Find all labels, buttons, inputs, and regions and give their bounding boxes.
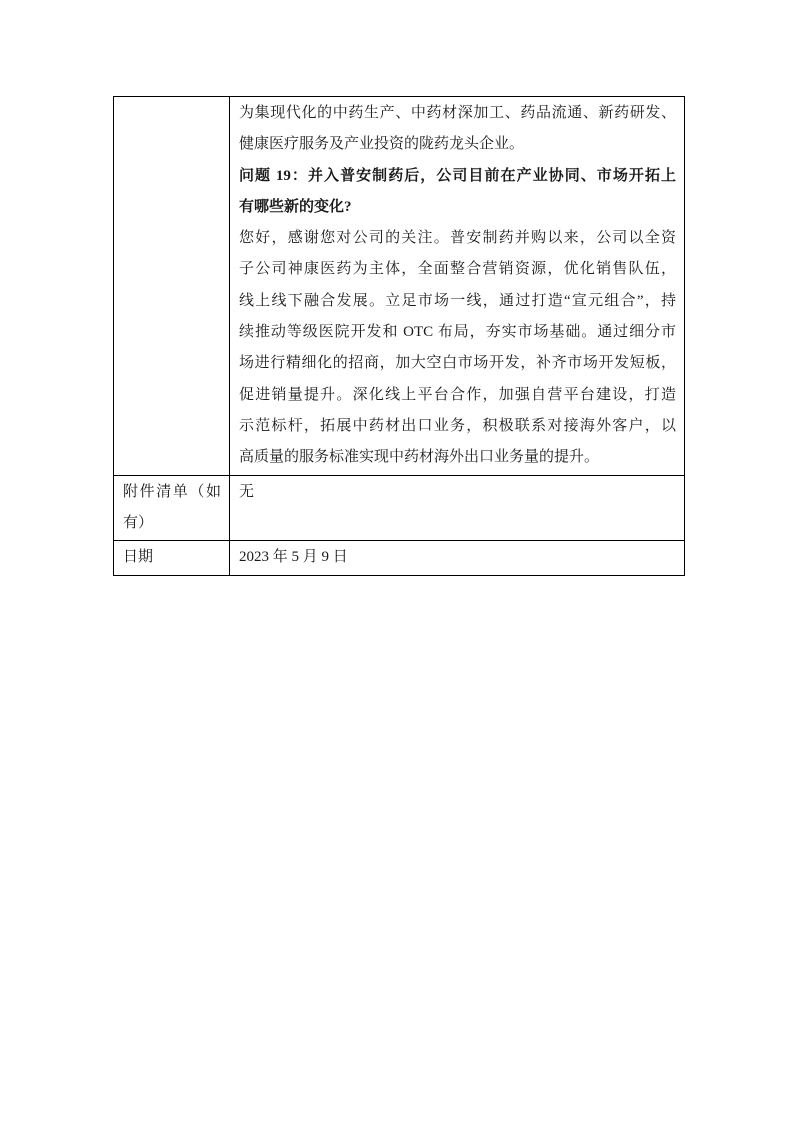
date-row [114,541,685,576]
text-line: 有哪些新的变化? [239,198,352,215]
text-line: 为集现代化的中药生产、中药材深加工、药品流通、新药研发、 [239,105,676,121]
date-value: 2023 年 5 月 9 日 [230,541,685,576]
qa-row [114,97,685,476]
text-line: 附件清单（如 [123,483,221,500]
record-table [113,96,685,576]
date-label: 日期 [114,541,230,576]
text-line: 线上线下融合发展。立足市场一线，通过打造“宣元组合”，持 [239,292,676,309]
text-line: 示范标杆，拓展中药材出口业务，积极联系对接海外客户，以 [239,417,676,434]
text-line: 问题 19：并入普安制药后，公司目前在产业协同、市场开拓上 [239,167,676,184]
attachment-label-cell [114,475,230,541]
text-line: 高质量的服务标准实现中药材海外出口业务量的提升。 [239,449,600,466]
qa-label-cell [114,97,230,476]
text-line: 您好，感谢您对公司的关注。普安制药并购以来，公司以全资 [239,230,676,247]
text-line: 续推动等级医院开发和 OTC 布局，夯实市场基础。通过细分市 [239,324,676,341]
text-line: 子公司神康医药为主体，全面整合营销资源，优化销售队伍， [239,261,676,278]
qa-content-cell [230,97,685,476]
attachment-row [114,475,685,541]
attachment-value: 无 [230,475,685,541]
text-line: 促进销量提升。深化线上平台合作，加强自营平台建设，打造 [239,386,676,403]
text-line: 场进行精细化的招商，加大空白市场开发，补齐市场开发短板， [239,355,676,372]
text-line: 健康医疗服务及产业投资的陇药龙头企业。 [239,136,525,153]
text-line: 有） [123,514,154,531]
